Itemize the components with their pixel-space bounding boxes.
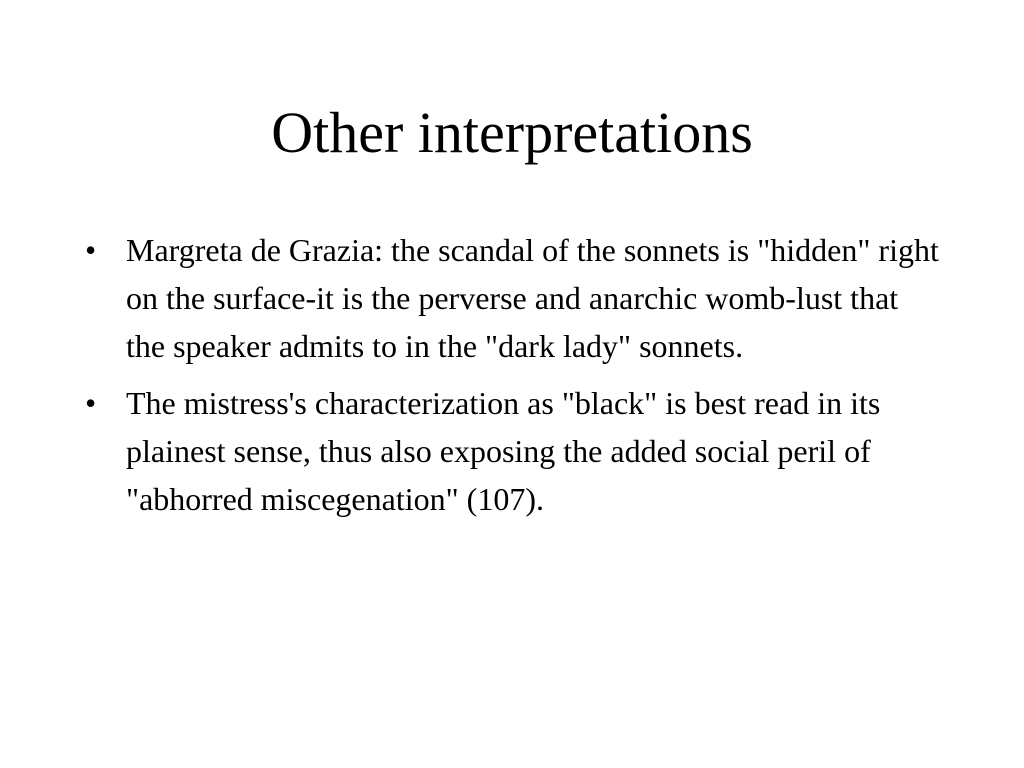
- bullet-icon: •: [85, 385, 97, 421]
- bullet-icon: •: [85, 232, 97, 268]
- bullet-list: [85, 226, 945, 532]
- bullet-text: Margreta de Grazia: the scandal of the sonnets is "hidden" right on the surface-it is the perverse and anarchic womb-lust that the speaker admits to in the "dark lady" sonnets.: [126, 232, 939, 364]
- bullet-text: The mistress's characterization as "black" is best read in its plainest sense, thus also exposing the added social peril of "abhorred miscegenation" (107).: [126, 385, 881, 517]
- bullet-item: [85, 379, 945, 523]
- bullet-item: [85, 226, 945, 370]
- slide-title: Other interpretations: [271, 100, 753, 165]
